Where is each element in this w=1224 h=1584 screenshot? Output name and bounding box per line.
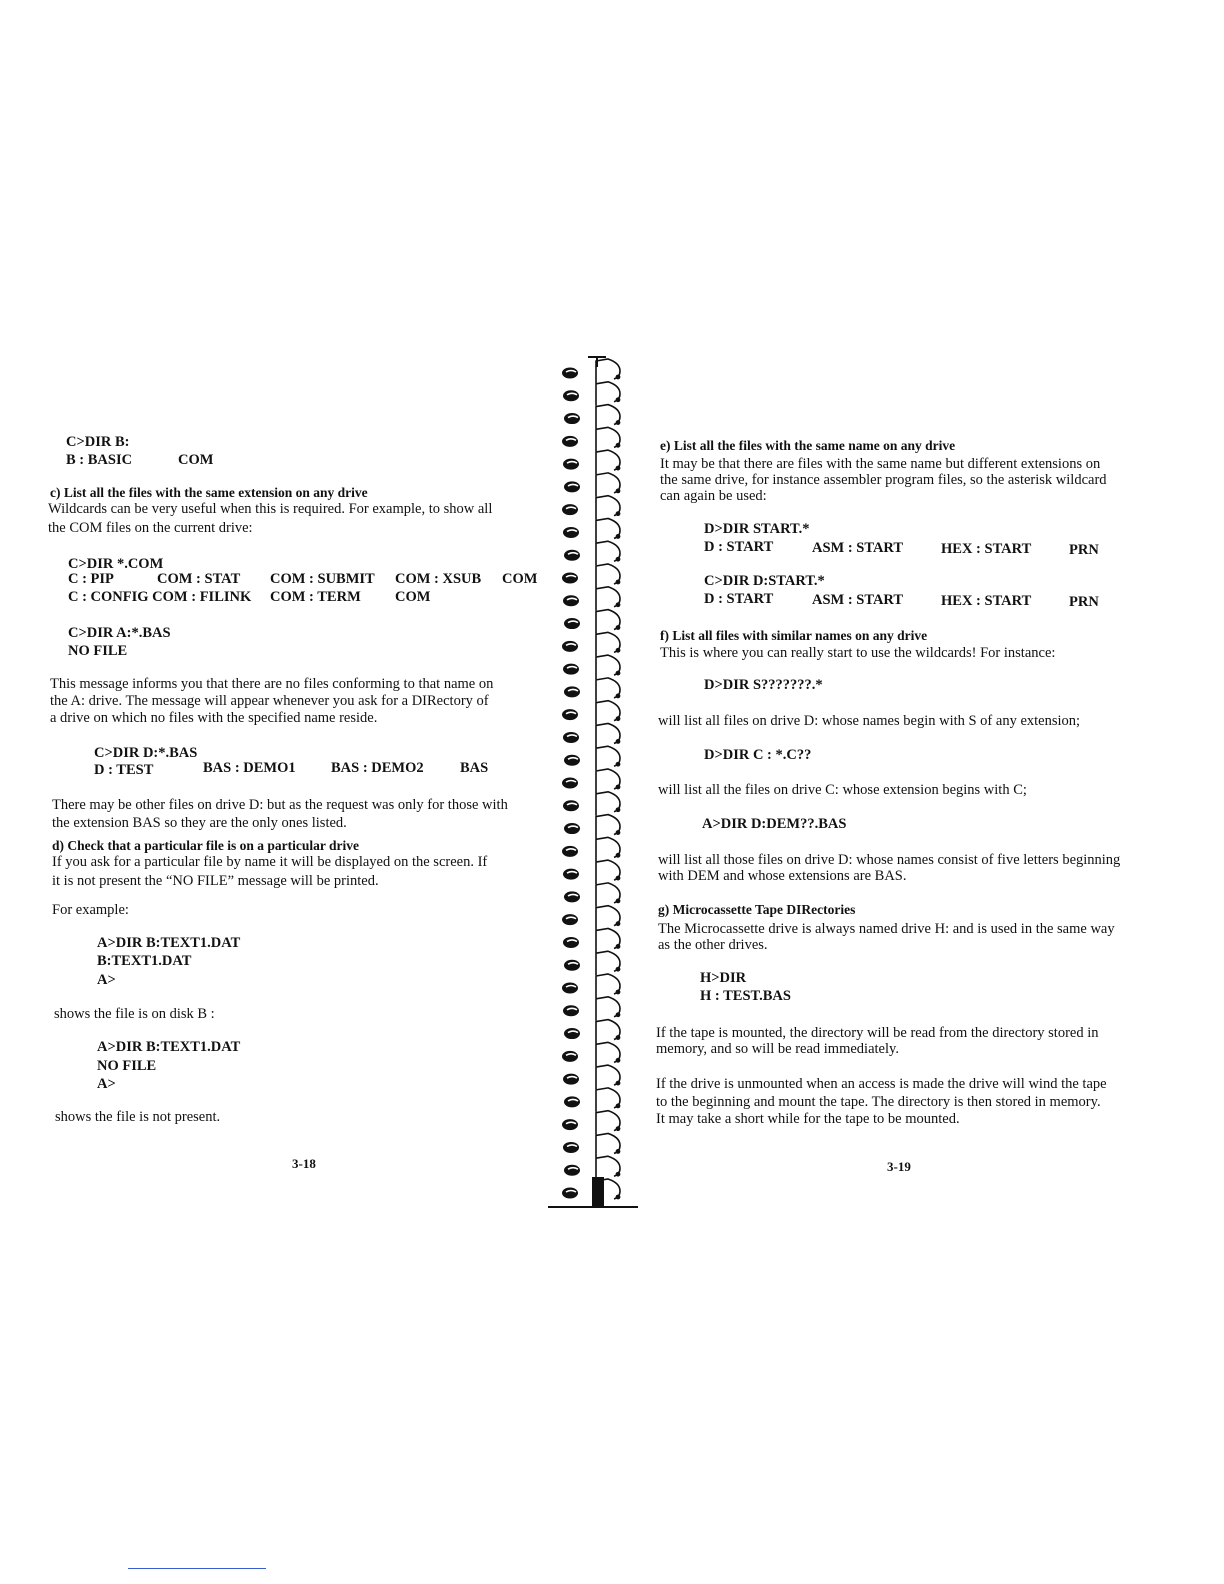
binding-wire (596, 610, 620, 634)
command-line: D>DIR C : *.C?? (704, 747, 812, 763)
binding-wire (596, 655, 620, 679)
binding-ring (562, 701, 620, 725)
binding-hole (562, 1051, 578, 1062)
binding-hole (562, 983, 578, 994)
page-number: 3-19 (887, 1159, 911, 1174)
binding-wire (596, 518, 620, 542)
binding-hole (562, 846, 578, 857)
binding-wire (596, 701, 620, 725)
body-text: shows the file is on disk B : (54, 1006, 215, 1022)
binding-wire (596, 1133, 620, 1157)
body-text: the same drive, for instance assembler program files, so the asterisk wildcard (660, 472, 1107, 488)
binding-foot (592, 1177, 604, 1207)
output-file: PRN (1069, 594, 1099, 610)
binding-hole (562, 504, 578, 515)
binding-ring (562, 974, 620, 998)
binding-wire (596, 632, 620, 656)
binding-wire (596, 405, 620, 429)
binding-hole (562, 778, 578, 789)
binding-hole (563, 869, 579, 880)
scan-underline-mark (128, 1568, 266, 1569)
body-text: will list all the files on drive C: whose extension begins with C; (658, 782, 1027, 798)
binding-hole (564, 1096, 580, 1107)
binding-hole (562, 436, 578, 447)
binding-ring (562, 496, 620, 520)
binding-hole (562, 368, 578, 379)
binding-ring (562, 427, 620, 451)
output-file: HEX : START (941, 593, 1032, 609)
binding-wire (596, 541, 620, 565)
output-file: D : START (704, 539, 774, 555)
binding-wire (596, 564, 620, 588)
output-file: BAS (460, 760, 489, 776)
body-text: with DEM and whose extensions are BAS. (658, 868, 907, 884)
body-text: It may be that there are files with the same name but different extensions on (660, 456, 1101, 472)
command-line: A>DIR B:TEXT1.DAT (97, 935, 241, 951)
binding-hole (562, 709, 578, 720)
output-file: C : CONFIG COM : FILINK (68, 589, 252, 605)
binding-ring (562, 1179, 620, 1203)
binding-wire (596, 359, 620, 383)
body-text: If the drive is unmounted when an access is made the drive will wind the tape (656, 1076, 1107, 1092)
body-text: memory, and so will be read immediately. (656, 1041, 899, 1057)
binding-wire (596, 382, 620, 406)
binding-wire (596, 769, 620, 793)
binding-wire (596, 906, 620, 930)
binding-wire (596, 815, 620, 839)
binding-wire (596, 974, 620, 998)
section-heading: d) Check that a particular file is on a particular drive (52, 838, 359, 853)
output-file: D : START (704, 591, 774, 607)
output-file: COM : XSUB (395, 571, 482, 587)
binding-hole (562, 914, 578, 925)
prompt: A> (97, 972, 116, 988)
binding-hole (563, 664, 579, 675)
binding-ring (562, 906, 620, 930)
binding-hole (563, 1142, 579, 1153)
body-text: The Microcassette drive is always named drive H: and is used in the same way (658, 921, 1115, 937)
binding-wire (596, 837, 620, 861)
binding-ring (564, 746, 620, 770)
binding-wire (596, 1088, 620, 1112)
binding-ring (564, 541, 620, 565)
binding-ring (563, 860, 620, 884)
body-text: For example: (52, 902, 129, 918)
left-page (0, 0, 590, 1584)
output-file: D : TEST (94, 762, 154, 778)
binding-ring (563, 382, 620, 406)
command-line: A>DIR B:TEXT1.DAT (97, 1039, 241, 1055)
binding-wire (596, 746, 620, 770)
page-number: 3-18 (292, 1156, 316, 1171)
right-page (630, 0, 1224, 1584)
command-line: C>DIR B: (66, 434, 130, 450)
output-file: ASM : START (812, 540, 904, 556)
binding-wire (596, 496, 620, 520)
binding-wire (596, 1020, 620, 1044)
output-file: COM (502, 571, 538, 587)
binding-hole (562, 641, 578, 652)
binding-wire (596, 678, 620, 702)
binding-hole (564, 960, 580, 971)
binding-wire (596, 928, 620, 952)
binding-hole (564, 1165, 580, 1176)
binding-wire (596, 1065, 620, 1089)
output-file: H : TEST.BAS (700, 988, 791, 1004)
binding-hole (563, 1005, 579, 1016)
section-heading: f) List all files with similar names on any drive (660, 628, 928, 643)
command-line: A>DIR D:DEM??.BAS (702, 816, 847, 832)
binding-hole (562, 1188, 578, 1199)
output-message: NO FILE (68, 643, 128, 659)
output-file: COM : TERM (270, 589, 361, 605)
command-line: C>DIR D:*.BAS (94, 745, 198, 761)
output-message: NO FILE (97, 1058, 157, 1074)
binding-hole (563, 800, 579, 811)
command-line: H>DIR (700, 970, 747, 986)
binding-hole (564, 823, 580, 834)
body-text: to the beginning and mount the tape. The directory is then stored in memory. (656, 1094, 1101, 1110)
binding-wire (596, 427, 620, 451)
binding-ring (564, 1088, 620, 1112)
binding-hole (563, 595, 579, 606)
binding-wire (596, 997, 620, 1021)
body-text: shows the file is not present. (55, 1109, 221, 1125)
binding-ring (563, 723, 620, 747)
binding-wire (596, 1156, 620, 1180)
body-text: This message informs you that there are no files conforming to that name on (50, 676, 494, 692)
binding-ring (564, 815, 620, 839)
output-file: BAS : DEMO1 (203, 760, 296, 776)
binding-wire (596, 951, 620, 975)
binding-hole (564, 550, 580, 561)
binding-ring (562, 564, 620, 588)
binding-ring (564, 1156, 620, 1180)
output-file: HEX : START (941, 541, 1032, 557)
binding-hole (564, 686, 580, 697)
binding-hole (564, 618, 580, 629)
binding-hole (563, 527, 579, 538)
binding-wire (596, 1042, 620, 1066)
binding-hole (564, 755, 580, 766)
binding-ring (562, 769, 620, 793)
binding-hole (563, 459, 579, 470)
binding-ring (563, 655, 620, 679)
command-line: C>DIR *.COM (68, 556, 164, 572)
command-line: C>DIR D:START.* (704, 573, 825, 589)
binding-ring (563, 928, 620, 952)
binding-hole (562, 1119, 578, 1130)
body-text: will list all files on drive D: whose names begin with S of any extension; (658, 713, 1081, 729)
binding-ring (564, 678, 620, 702)
body-text: There may be other files on drive D: but as the request was only for those with (52, 797, 508, 813)
binding-post (588, 357, 606, 367)
binding-hole (563, 390, 579, 401)
binding-ring (564, 1020, 620, 1044)
binding-ring (563, 450, 620, 474)
binding-ring (563, 1133, 620, 1157)
binding-wire (596, 587, 620, 611)
binding-ring (562, 1111, 620, 1135)
binding-ring (562, 837, 620, 861)
binding-wire (596, 450, 620, 474)
body-text: can again be used: (660, 488, 767, 504)
section-heading: e) List all the files with the same name on any drive (660, 438, 956, 453)
output-file: COM : STAT (157, 571, 241, 587)
body-text: It may take a short while for the tape to be mounted. (656, 1111, 960, 1127)
output-file: ASM : START (812, 592, 904, 608)
binding-hole (564, 891, 580, 902)
binding-ring (562, 359, 620, 383)
output-file: COM (395, 589, 431, 605)
binding-hole (563, 1074, 579, 1085)
binding-ring (564, 610, 620, 634)
section-heading: c) List all the files with the same extension on any drive (50, 485, 368, 500)
body-text: Wildcards can be very useful when this is required. For example, to show all (48, 501, 493, 517)
binding-hole (563, 732, 579, 743)
body-text: If the tape is mounted, the directory will be read from the directory stored in (656, 1025, 1099, 1041)
binding-ring (563, 792, 620, 816)
output-file: BAS : DEMO2 (331, 760, 424, 776)
binding-ring (564, 405, 620, 429)
prompt: A> (97, 1076, 116, 1092)
output-file: C : PIP (68, 571, 114, 587)
command-line: D>DIR START.* (704, 521, 810, 537)
binding-wire (596, 860, 620, 884)
binding-wire (596, 1111, 620, 1135)
binding-wire (596, 473, 620, 497)
binding-ring (563, 997, 620, 1021)
body-text: This is where you can really start to use the wildcards! For instance: (660, 645, 1056, 661)
binding-ring (564, 883, 620, 907)
body-text: it is not present the “NO FILE” message will be printed. (52, 873, 379, 889)
binding-hole (563, 937, 579, 948)
binding-wire (596, 723, 620, 747)
binding-ring (562, 632, 620, 656)
binding-ring (564, 473, 620, 497)
output-file: B : BASIC (66, 452, 133, 468)
binding-hole (564, 413, 580, 424)
binding-wire (596, 792, 620, 816)
command-line: C>DIR A:*.BAS (68, 625, 171, 641)
binding-ring (563, 518, 620, 542)
spiral-binding (548, 355, 638, 1225)
body-text: as the other drives. (658, 937, 768, 953)
body-text: will list all those files on drive D: whose names consist of five letters beginning (658, 852, 1121, 868)
output-file: COM (178, 452, 214, 468)
output-file: COM : SUBMIT (270, 571, 375, 587)
binding-hole (564, 481, 580, 492)
output-file: B:TEXT1.DAT (97, 953, 192, 969)
binding-ring (562, 1042, 620, 1066)
binding-ring (563, 1065, 620, 1089)
body-text: a drive on which no files with the specified name reside. (50, 710, 378, 726)
body-text: the A: drive. The message will appear whenever you ask for a DIRectory of (50, 693, 489, 709)
output-file: PRN (1069, 542, 1099, 558)
body-text: the extension BAS so they are the only ones listed. (52, 815, 347, 831)
command-line: D>DIR S???????.* (704, 677, 823, 693)
binding-ring (563, 587, 620, 611)
body-text: the COM files on the current drive: (48, 520, 253, 536)
body-text: If you ask for a particular file by name it will be displayed on the screen. If (52, 854, 488, 870)
binding-ring (564, 951, 620, 975)
binding-hole (564, 1028, 580, 1039)
binding-wire (596, 883, 620, 907)
section-heading: g) Microcassette Tape DIRectories (658, 902, 856, 917)
binding-hole (562, 573, 578, 584)
